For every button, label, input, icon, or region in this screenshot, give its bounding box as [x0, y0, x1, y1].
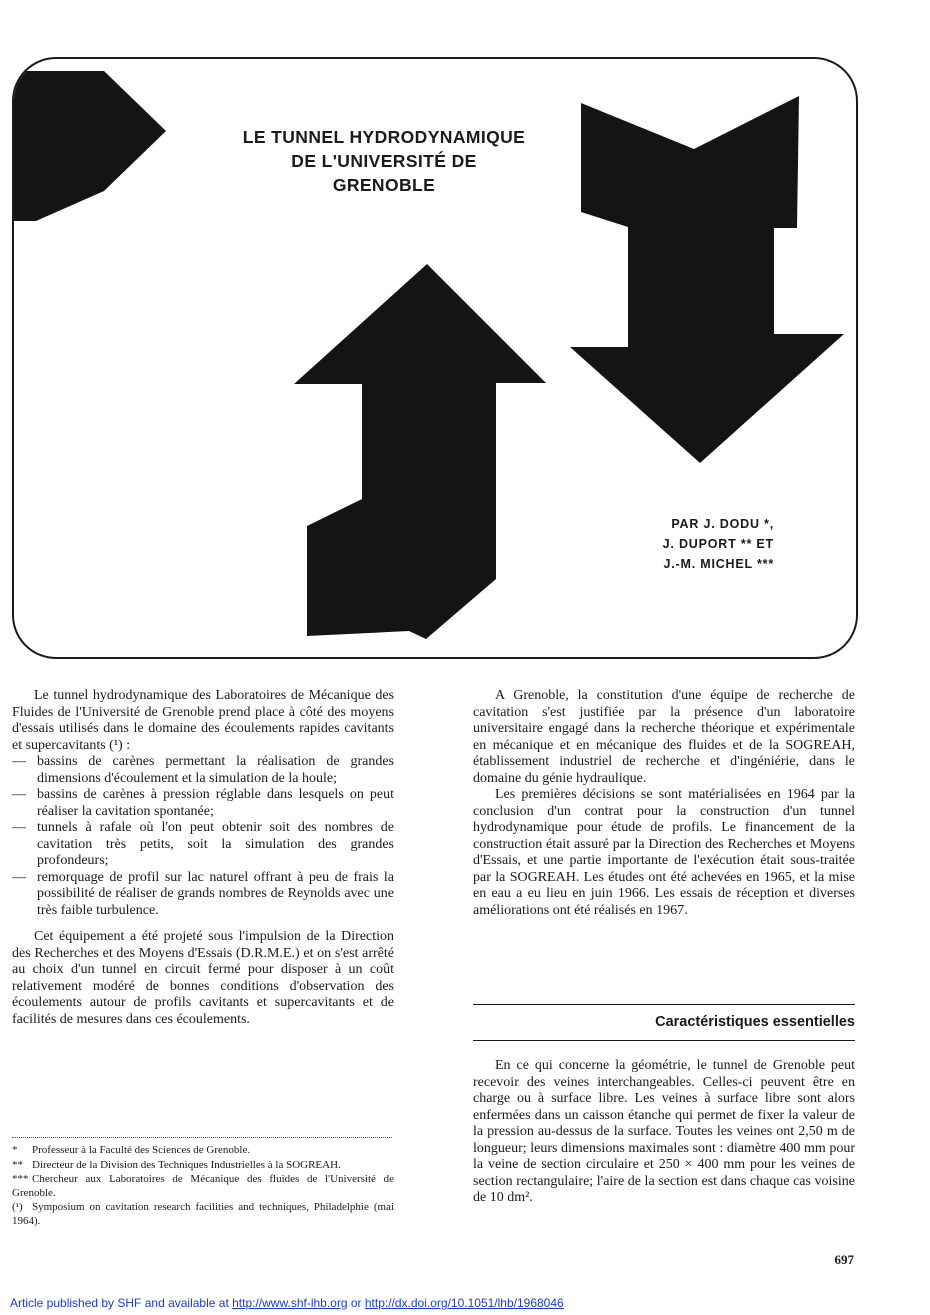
right-column-section [473, 1058, 855, 1207]
footnote-text: Symposium on cavitation research facilities and techniques, Philadelphie (mai 1964). [12, 1201, 394, 1227]
section-rule-bottom [473, 1040, 855, 1041]
section-heading: Caractéristiques essentielles [655, 1014, 855, 1030]
page-number: 697 [834, 1252, 854, 1267]
list-item: — remorquage de profil sur lac naturel offrant à peu de frais la possibilité de réaliser de grands nombres de Reynolds avec une très faible turbulence. [12, 870, 394, 920]
credit-text: Article published by SHF and available at [10, 1296, 233, 1310]
footnote-text: Professeur à la Faculté des Sciences de Grenoble. [32, 1144, 251, 1156]
title-line: GRENOBLE [332, 175, 436, 195]
body-paragraph: Les premières décisions se sont matérialisées en 1964 par la conclusion d'un contrat pour la construction d'un tunnel hydrodynamique pour étude de profils. Le financement de la construction était assuré par la Direction des Recherches et Moyens d'Essais, et une partie importante de l'exécution était sous-traitée par la SOGREAH. Les études ont été achevées en 1965, et la mise en eau a eu lieu en juin 1966. Les essais de réception et diverses améliorations ont été réalisés en 1967. [473, 787, 855, 918]
shf-link[interactable]: http://www.shf-lhb.org [232, 1296, 348, 1310]
title-line: LE TUNNEL HYDRODYNAMIQUE [242, 127, 526, 147]
title-line: DE L'UNIVERSITÉ DE [291, 151, 477, 171]
article-title [209, 125, 559, 197]
footnote-mark: * [12, 1144, 18, 1156]
doi-link[interactable]: http://dx.doi.org/10.1051/lhb/1968046 [364, 1296, 564, 1310]
body-paragraph: A Grenoble, la constitution d'une équipe de recherche de cavitation s'est justifiée par la présence d'un laboratoire universitaire engagé dans la recherche théorique et expérimentale en mécanique et en mécanique des fluides et de la SOGREAH, établissement industriel de recherche et d'ingéniérie, dans le domaine du génie hydraulique. [473, 688, 855, 786]
footnote-mark: ** [12, 1158, 23, 1171]
down-arrow-shape [570, 96, 844, 463]
author-byline [604, 514, 774, 574]
footnote [12, 1173, 394, 1200]
author-line: J. DUPORT ** ET [662, 537, 774, 551]
footnote [12, 1201, 394, 1228]
footnote-text: Directeur de la Division des Techniques Industrielles à la SOGREAH. [32, 1158, 341, 1171]
credit-text: or [347, 1296, 365, 1310]
footnote [12, 1144, 394, 1158]
list-item: — tunnels à rafale où l'on peut obtenir soit des nombres de cavitation très petits, soit la simulation des grandes profondeurs; [12, 820, 394, 870]
footnote-mark: *** [12, 1173, 29, 1185]
facility-list [12, 754, 394, 919]
left-column [12, 688, 394, 1028]
footnotes [12, 1144, 394, 1229]
body-paragraph: En ce qui concerne la géométrie, le tunnel de Grenoble peut recevoir des veines interchangeables. Celles-ci peuvent être en charge ou à surface libre. Les veines à surface libre sont alors enfermées dans un caisson étanche qui permet de fixer la valeur de la pression au-dessus de la surface. Toutes les veines ont 2,50 m de longueur; leurs dimensions maximales sont : diamètre 400 mm pour la veine de section circulaire et 250 × 400 mm pour les veines de section rectangulaire; l'aire de la section est dans chaque cas voisine de 10 dm². [473, 1058, 855, 1205]
section-rule-top [473, 1004, 855, 1005]
intro-paragraph: Le tunnel hydrodynamique des Laboratoires de Mécanique des Fluides de l'Université de Grenoble prend place à côté des moyens d'essais utilisés dans le domaine des écoulements rapides cavitants et supercavitants (¹) : [12, 688, 394, 753]
author-line: J.-M. MICHEL *** [663, 557, 774, 571]
publisher-credit [10, 1296, 564, 1310]
up-arrow-shape [294, 264, 546, 639]
list-item: — bassins de carènes permettant la réalisation de grandes dimensions d'écoulement et la simulation de la houle; [12, 754, 394, 787]
footnote [12, 1159, 394, 1173]
title-banner [12, 57, 858, 659]
list-item: — bassins de carènes à pression réglable dans lesquels on peut réaliser la cavitation spontanée; [12, 787, 394, 820]
footnote-mark: (¹) [12, 1201, 23, 1213]
author-line: PAR J. DODU *, [671, 517, 774, 531]
footnote-text: Chercheur aux Laboratoires de Mécanique des fluides de l'Université de Grenoble. [12, 1173, 394, 1199]
footnote-divider [12, 1137, 392, 1138]
right-arrow-shape [14, 71, 166, 221]
right-column [473, 688, 855, 919]
body-paragraph: Cet équipement a été projeté sous l'impulsion de la Direction des Recherches et des Moyens d'Essais (D.R.M.E.) et on s'est arrêté au choix d'un tunnel en circuit fermé pour disposer à un coût relativement modéré de bonnes conditions d'observation des écoulements autour de profils cavitants et supercavitants et de facilités de mesures dans ces écoulements. [12, 929, 394, 1027]
